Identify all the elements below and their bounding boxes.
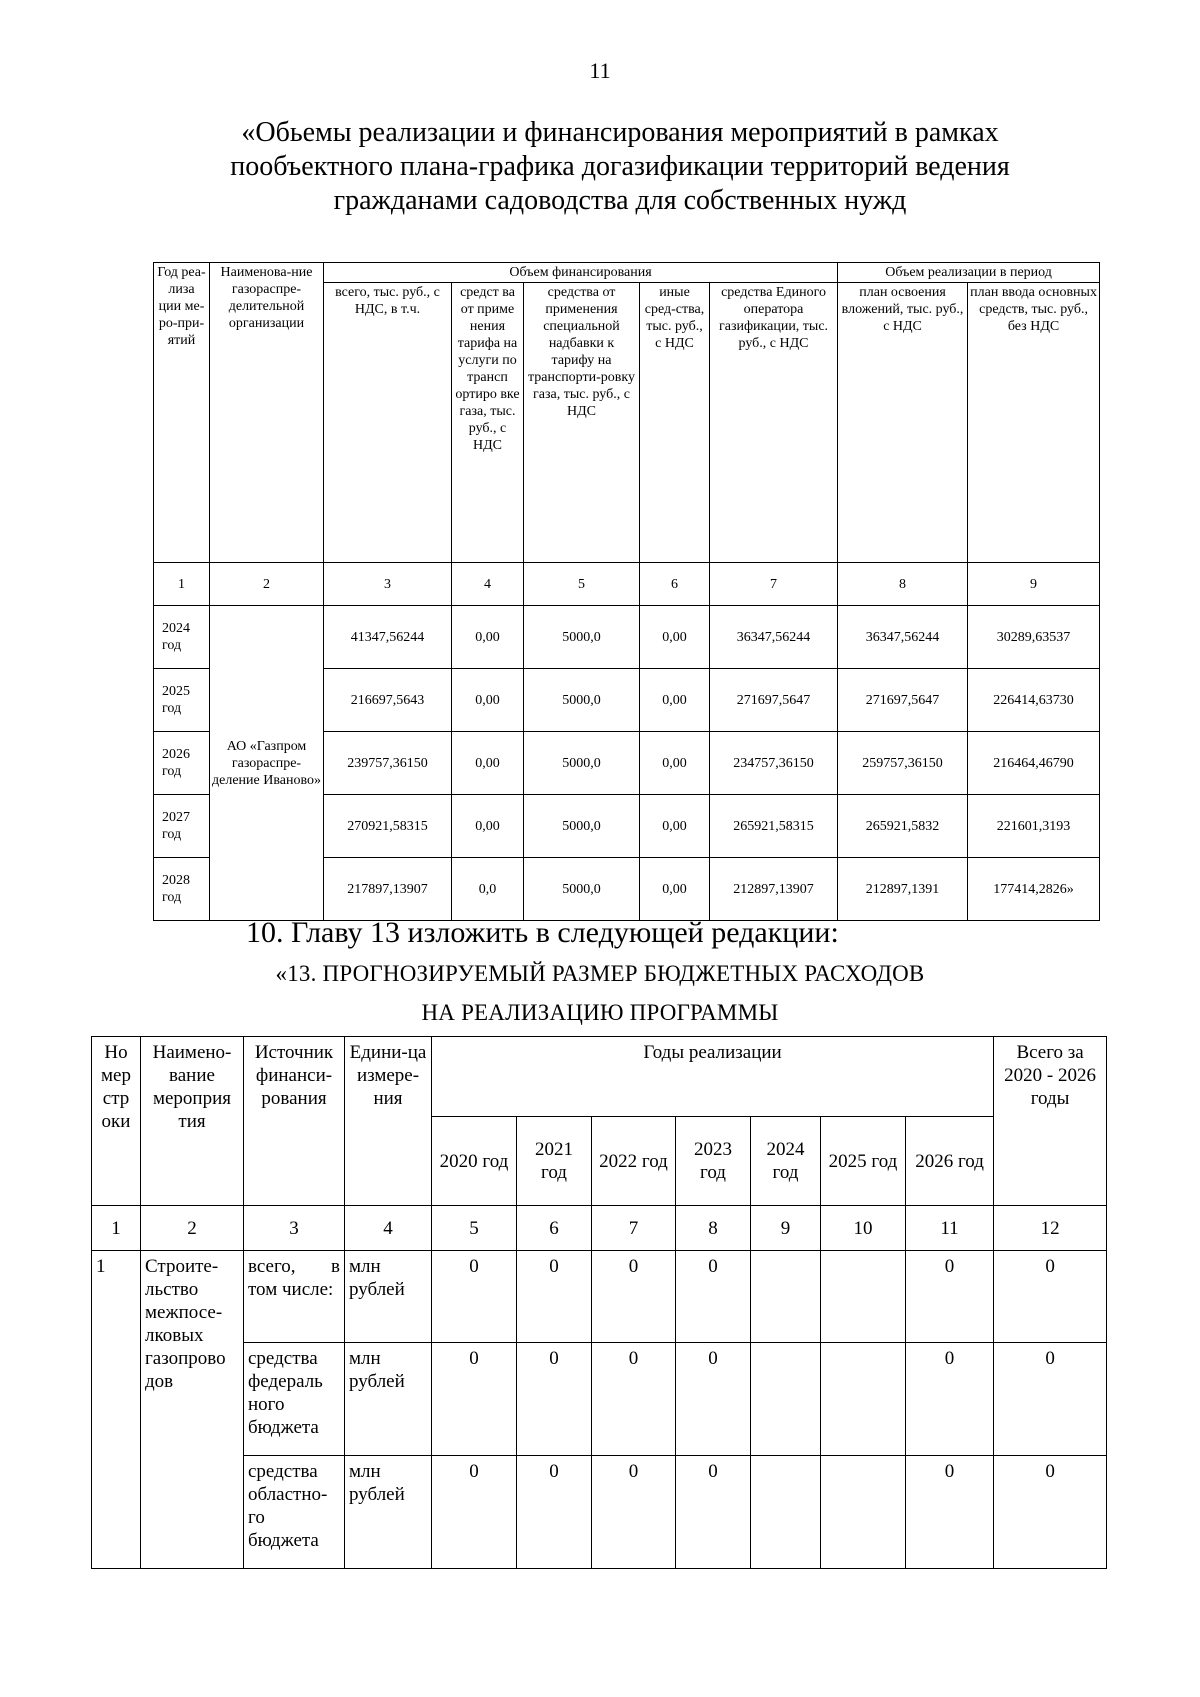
value-cell: 212897,13907 xyxy=(710,858,838,921)
value-cell: 0,00 xyxy=(452,732,524,795)
col-number: 6 xyxy=(517,1206,592,1251)
header-year: Год реа-лиза ции ме-ро-при-ятий xyxy=(154,263,210,563)
col-number: 9 xyxy=(751,1206,821,1251)
year-header: 2022 год xyxy=(592,1117,676,1206)
value-cell: 0,00 xyxy=(452,669,524,732)
document-title: «Обьемы реализации и финансирования мероприятий в рамках пообъектного плана-графика догазификации территорий ведения гражданами садоводства для собственных нужд xyxy=(230,117,1010,216)
year-header: 2021 год xyxy=(517,1117,592,1206)
header-plan-invest: план освоения вложений, тыс. руб., с НДС xyxy=(838,283,968,563)
year-header: 2026 год xyxy=(906,1117,994,1206)
financing-table xyxy=(153,262,1100,921)
col-number: 8 xyxy=(676,1206,751,1251)
value-cell: 5000,0 xyxy=(524,732,640,795)
value-cell: 0 xyxy=(676,1456,751,1569)
value-cell: 0 xyxy=(676,1343,751,1456)
value-cell: 270921,58315 xyxy=(324,795,452,858)
header-other: иные сред-ства, тыс. руб., с НДС xyxy=(640,283,710,563)
year-cell: 2026 год xyxy=(154,732,210,795)
value-cell: 0 xyxy=(517,1456,592,1569)
unit-cell: млн рублей xyxy=(345,1251,432,1343)
value-cell: 0 xyxy=(517,1251,592,1343)
header-row-number: Но мер стр оки xyxy=(92,1037,141,1206)
chapter-heading: 10. Главу 13 изложить в следующей редакции: xyxy=(246,916,839,949)
value-cell: 0 xyxy=(517,1343,592,1456)
col-number: 9 xyxy=(968,563,1100,606)
year-header: 2025 год xyxy=(821,1117,906,1206)
col-number: 5 xyxy=(524,563,640,606)
year-header: 2024 год xyxy=(751,1117,821,1206)
value-cell: 0,00 xyxy=(640,858,710,921)
header-financing: Объем финансирования xyxy=(324,263,838,283)
header-surcharge: средства от применения специальной надбавки к тарифу на транспорти-ровку газа, тыс. руб., с НДС xyxy=(524,283,640,563)
source-cell: средства областно-го бюджета xyxy=(244,1456,345,1569)
col-number: 7 xyxy=(592,1206,676,1251)
section-subtitle: НА РЕАЛИЗАЦИЮ ПРОГРАММЫ xyxy=(421,1000,779,1025)
header-operator: средства Единого оператора газификации, тыс. руб., с НДС xyxy=(710,283,838,563)
value-cell: 0 xyxy=(592,1343,676,1456)
unit-cell: млн рублей xyxy=(345,1456,432,1569)
value-cell: 36347,56244 xyxy=(838,606,968,669)
year-cell: 2028 год xyxy=(154,858,210,921)
value-cell: 0,0 xyxy=(452,858,524,921)
table-row xyxy=(154,606,1100,669)
row-number-cell: 1 xyxy=(92,1251,141,1569)
year-header: 2023 год xyxy=(676,1117,751,1206)
value-cell: 5000,0 xyxy=(524,858,640,921)
value-cell: 0 xyxy=(432,1251,517,1343)
value-cell: 0 xyxy=(432,1343,517,1456)
value-cell: 0 xyxy=(592,1251,676,1343)
total-cell: 0 xyxy=(994,1251,1107,1343)
measure-name-cell: Строите-льство межпосе-лковых газопрово дов xyxy=(141,1251,244,1569)
value-cell: 221601,3193 xyxy=(968,795,1100,858)
unit-cell: млн рублей xyxy=(345,1343,432,1456)
value-cell: 0 xyxy=(592,1456,676,1569)
col-number: 1 xyxy=(92,1206,141,1251)
value-cell: 0,00 xyxy=(640,606,710,669)
col-number: 4 xyxy=(452,563,524,606)
source-cell: всего, в том числе: xyxy=(244,1251,345,1343)
value-cell: 0 xyxy=(906,1343,994,1456)
value-cell: 0,00 xyxy=(640,795,710,858)
header-source: Источник финанси-рования xyxy=(244,1037,345,1206)
value-cell: 0,00 xyxy=(640,669,710,732)
value-cell: 177414,2826» xyxy=(968,858,1100,921)
header-plan-assets: план ввода основных средств, тыс. руб., без НДС xyxy=(968,283,1100,563)
value-cell: 271697,5647 xyxy=(710,669,838,732)
year-cell: 2024 год xyxy=(154,606,210,669)
value-cell: 265921,58315 xyxy=(710,795,838,858)
header-years: Годы реализации xyxy=(432,1037,994,1117)
value-cell: 5000,0 xyxy=(524,795,640,858)
value-cell xyxy=(751,1343,821,1456)
value-cell: 0 xyxy=(432,1456,517,1569)
value-cell: 36347,56244 xyxy=(710,606,838,669)
col-number: 3 xyxy=(324,563,452,606)
value-cell xyxy=(821,1251,906,1343)
col-number: 11 xyxy=(906,1206,994,1251)
value-cell: 0,00 xyxy=(452,795,524,858)
value-cell: 216464,46790 xyxy=(968,732,1100,795)
col-number: 6 xyxy=(640,563,710,606)
header-unit: Едини-ца измере-ния xyxy=(345,1037,432,1206)
org-name-cell: АО «Газпром газораспре-деление Иваново» xyxy=(210,606,324,921)
header-total: всего, тыс. руб., с НДС, в т.ч. xyxy=(324,283,452,563)
value-cell: 259757,36150 xyxy=(838,732,968,795)
header-total: Всего за 2020 - 2026 годы xyxy=(994,1037,1107,1206)
budget-table xyxy=(91,1036,1107,1569)
value-cell: 41347,56244 xyxy=(324,606,452,669)
value-cell: 0 xyxy=(676,1251,751,1343)
table-row xyxy=(92,1343,1107,1456)
value-cell xyxy=(751,1251,821,1343)
table-row xyxy=(92,1251,1107,1343)
value-cell: 239757,36150 xyxy=(324,732,452,795)
value-cell: 226414,63730 xyxy=(968,669,1100,732)
value-cell xyxy=(821,1343,906,1456)
value-cell: 0 xyxy=(906,1251,994,1343)
year-header: 2020 год xyxy=(432,1117,517,1206)
header-measure-name: Наимено-вание мероприя тия xyxy=(141,1037,244,1206)
total-cell: 0 xyxy=(994,1343,1107,1456)
table-row xyxy=(92,1456,1107,1569)
header-org: Наименова-ние газораспре-делительной организации xyxy=(210,263,324,563)
value-cell: 216697,5643 xyxy=(324,669,452,732)
source-cell: средства федераль ного бюджета xyxy=(244,1343,345,1456)
value-cell: 234757,36150 xyxy=(710,732,838,795)
section-title: «13. ПРОГНОЗИРУЕМЫЙ РАЗМЕР БЮДЖЕТНЫХ РАСХОДОВ xyxy=(275,961,925,986)
value-cell: 5000,0 xyxy=(524,669,640,732)
header-tariff: средст ва от приме нения тарифа на услуги по трансп ортиро вке газа, тыс. руб., с НДС xyxy=(452,283,524,563)
value-cell: 5000,0 xyxy=(524,606,640,669)
col-number: 1 xyxy=(154,563,210,606)
total-cell: 0 xyxy=(994,1456,1107,1569)
value-cell: 271697,5647 xyxy=(838,669,968,732)
col-number: 7 xyxy=(710,563,838,606)
col-number: 12 xyxy=(994,1206,1107,1251)
value-cell: 0,00 xyxy=(452,606,524,669)
col-number: 2 xyxy=(141,1206,244,1251)
page-number: 11 xyxy=(589,58,611,83)
col-number: 5 xyxy=(432,1206,517,1251)
col-number: 8 xyxy=(838,563,968,606)
header-realization: Объем реализации в период xyxy=(838,263,1100,283)
value-cell: 265921,5832 xyxy=(838,795,968,858)
col-number: 3 xyxy=(244,1206,345,1251)
value-cell: 217897,13907 xyxy=(324,858,452,921)
value-cell xyxy=(821,1456,906,1569)
value-cell: 0 xyxy=(906,1456,994,1569)
year-cell: 2027 год xyxy=(154,795,210,858)
value-cell: 30289,63537 xyxy=(968,606,1100,669)
value-cell xyxy=(751,1456,821,1569)
col-number: 10 xyxy=(821,1206,906,1251)
value-cell: 212897,1391 xyxy=(838,858,968,921)
col-number: 2 xyxy=(210,563,324,606)
year-cell: 2025 год xyxy=(154,669,210,732)
col-number: 4 xyxy=(345,1206,432,1251)
value-cell: 0,00 xyxy=(640,732,710,795)
